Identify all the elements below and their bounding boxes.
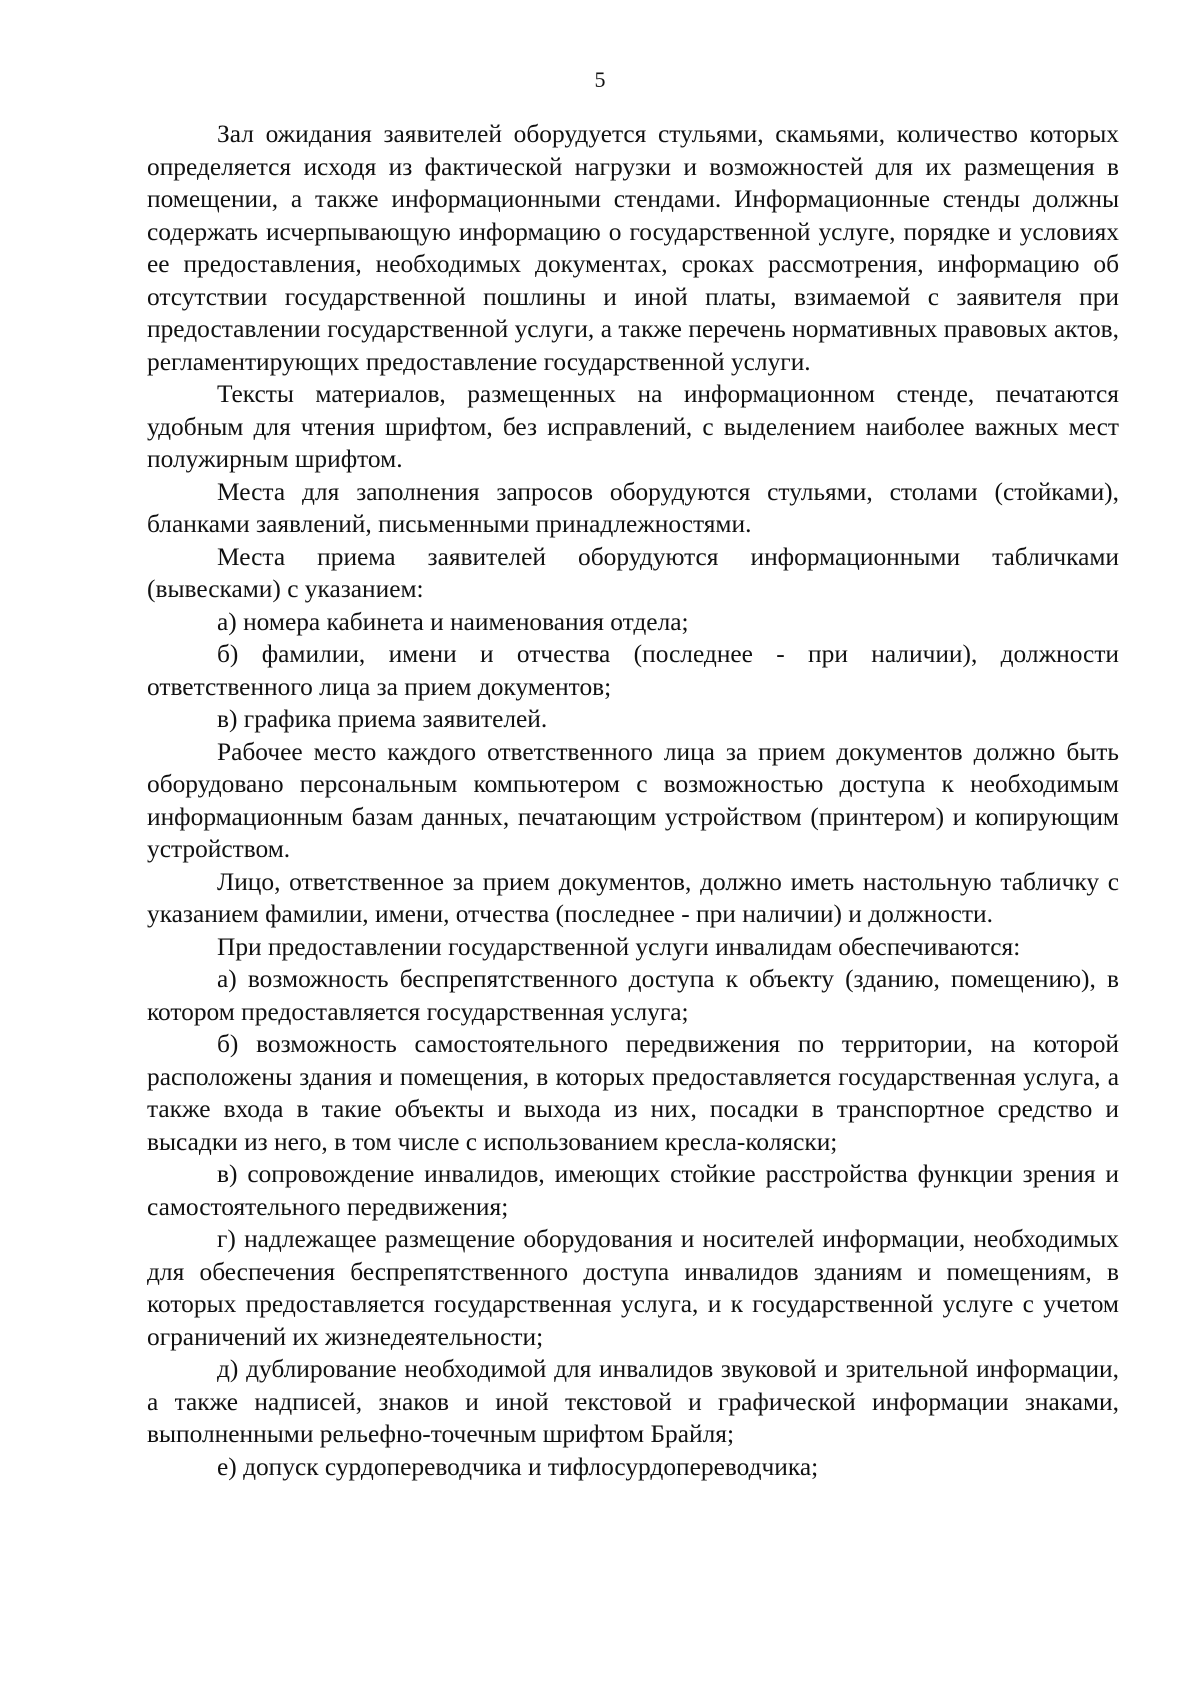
- list-item-a: а) номера кабинета и наименования отдела;: [217, 607, 689, 636]
- list-item-disabled-a: а) возможность беспрепятственного доступа к объекту (зданию, помещению), в котором предоставляется государственная услуга;: [147, 965, 1119, 1026]
- paragraph-workplace: Рабочее место каждого ответственного лица за прием документов должно быть оборудовано персональным компьютером с возможностью доступа к необходимым информационным базам данных, печатающим устройством (принтером) и копирующим устройством.: [147, 737, 1119, 863]
- paragraph-reception-places: Места приема заявителей оборудуются информационными табличками (вывесками) с указанием:: [147, 542, 1119, 603]
- list-item-disabled-d: д) дублирование необходимой для инвалидов звуковой и зрительной информации, а также надписей, знаков и иной текстовой и графической информации знаками, выполненными рельефно-точечным шрифтом Брайля;: [147, 1355, 1119, 1448]
- list-item-disabled-v: в) сопровождение инвалидов, имеющих стойкие расстройства функции зрения и самостоятельного передвижения;: [147, 1160, 1119, 1221]
- paragraph-waiting-hall: Зал ожидания заявителей оборудуется стульями, скамьями, количество которых определяется исходя из фактической нагрузки и возможностей для их размещения в помещении, а также информационными стендами. Информационные стенды должны содержать исчерпывающую информацию о государственной услуге, порядке и условиях ее предоставления, необходимых документах, сроках рассмотрения, информацию об отсутствии государственной пошлины и иной платы, взимаемой с заявителя при предоставлении государственной услуги, а также перечень нормативных правовых актов, регламентирующих предоставление государственной услуги.: [147, 120, 1119, 376]
- list-item-b: б) фамилии, имени и отчества (последнее - при наличии), должности ответственного лица за прием документов;: [147, 640, 1119, 701]
- page-number: 5: [594, 67, 606, 92]
- document-body: [147, 118, 1119, 1483]
- list-item-v: в) графика приема заявителей.: [217, 705, 548, 733]
- list-item-disabled-e: е) допуск сурдопереводчика и тифлосурдопереводчика;: [217, 1452, 819, 1481]
- paragraph-disabled-provision: При предоставлении государственной услуги инвалидам обеспечиваются:: [217, 932, 1021, 961]
- paragraph-stand-texts: Тексты материалов, размещенных на информационном стенде, печатаются удобным для чтения шрифтом, без исправлений, с выделением наиболее важных мест полужирным шрифтом.: [147, 380, 1119, 473]
- list-item-disabled-b: б) возможность самостоятельного передвижения по территории, на которой расположены здания и помещения, в которых предоставляется государственная услуга, а также входа в такие объекты и выхода из них, посадки в транспортное средство и высадки из него, в том числе с использованием кресла-коляски;: [147, 1030, 1119, 1156]
- paragraph-desk-plate: Лицо, ответственное за прием документов, должно иметь настольную табличку с указанием фамилии, имени, отчества (последнее - при наличии) и должности.: [147, 867, 1119, 928]
- list-item-disabled-g: г) надлежащее размещение оборудования и носителей информации, необходимых для обеспечения беспрепятственного доступа инвалидов зданиям и помещениям, в которых предоставляется государственная услуга, и к государственной услуге с учетом ограничений их жизнедеятельности;: [147, 1225, 1119, 1351]
- paragraph-request-places: Места для заполнения запросов оборудуются стульями, столами (стойками), бланками заявлений, письменными принадлежностями.: [147, 477, 1119, 538]
